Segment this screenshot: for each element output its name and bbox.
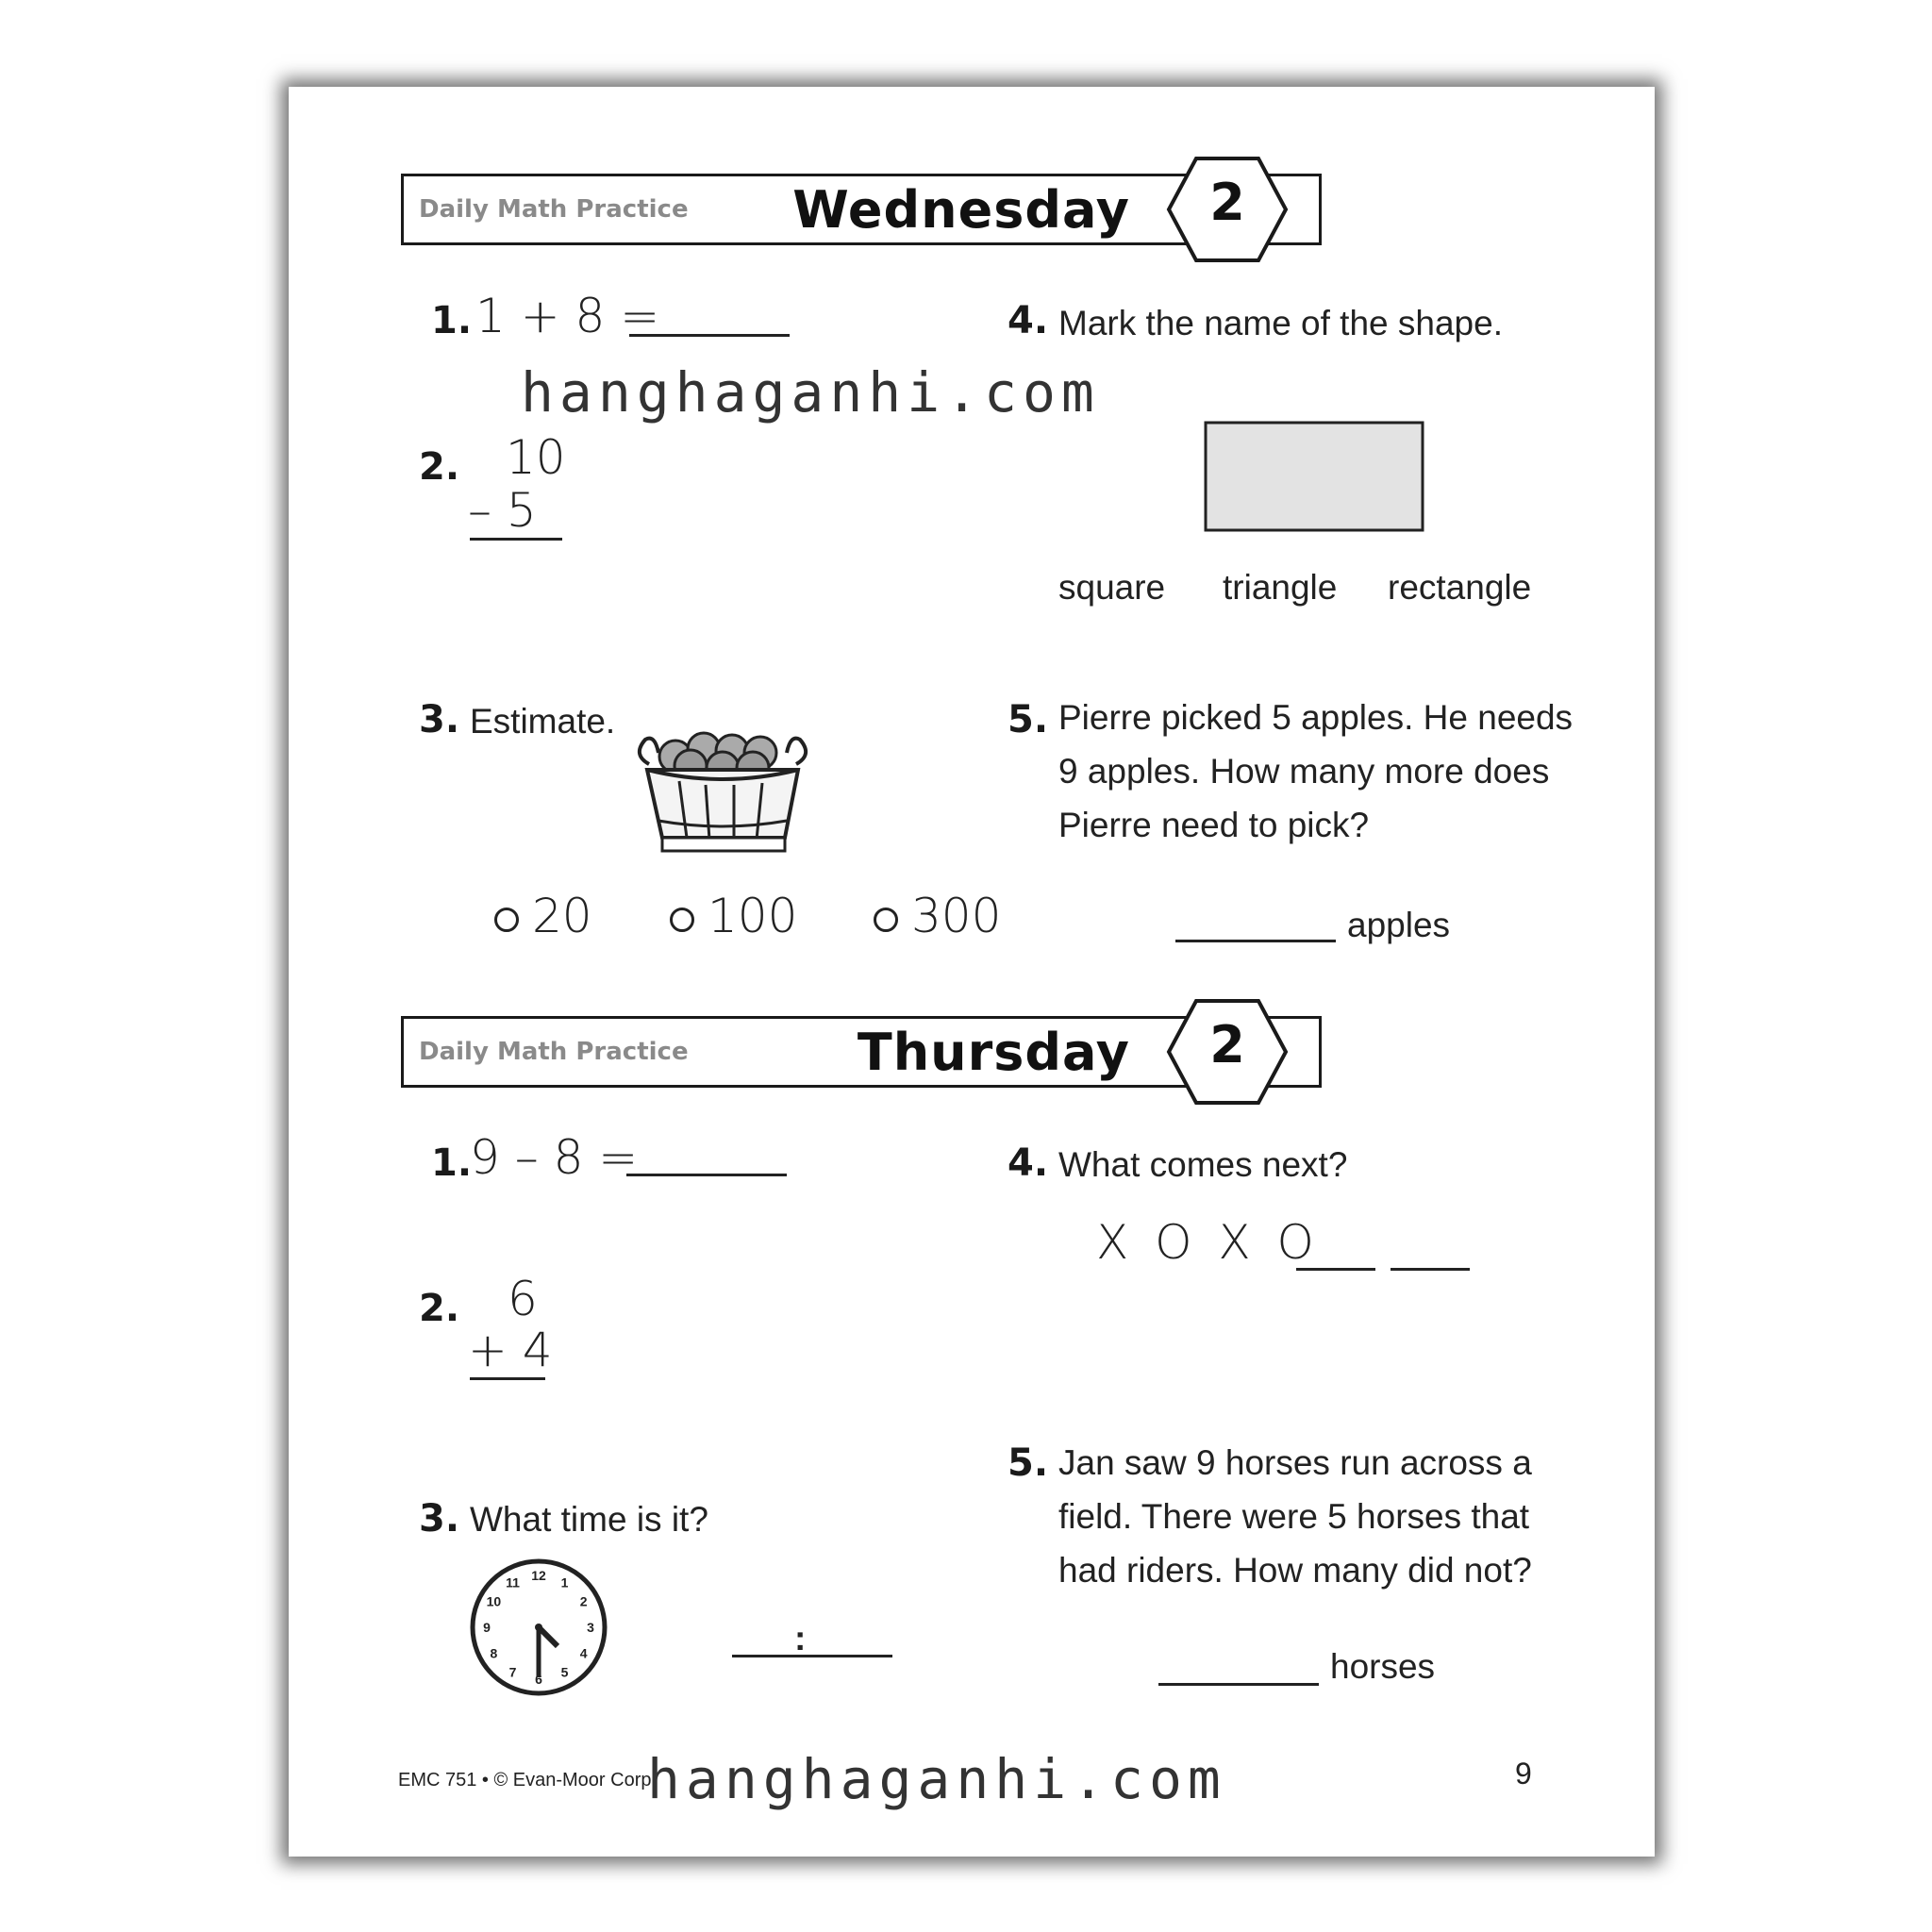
- page-number: 9: [1515, 1757, 1532, 1790]
- question-text: Mark the name of the shape.: [1058, 304, 1503, 342]
- estimate-option[interactable]: 100: [670, 889, 797, 943]
- clock-number: 7: [508, 1664, 517, 1680]
- apple-basket-icon: [630, 726, 815, 858]
- addition-top: 6: [508, 1272, 538, 1326]
- question-number: 2.: [419, 445, 460, 489]
- radio-circle-icon[interactable]: [670, 908, 694, 932]
- thursday-banner: [401, 1016, 1322, 1088]
- clock-number: 5: [560, 1664, 569, 1680]
- week-number: 2: [1209, 1015, 1245, 1074]
- answer-line: [470, 538, 562, 541]
- wednesday-banner: [401, 174, 1322, 245]
- pattern-sequence: X O X O: [1096, 1215, 1320, 1270]
- addition-expression: 1 + 8 =: [475, 289, 660, 343]
- footer-copyright: EMC 751 • © Evan-Moor Corp.: [398, 1770, 658, 1790]
- answer-unit: apples: [1347, 906, 1451, 944]
- question-number: 5.: [1008, 698, 1049, 741]
- clock-number: 11: [506, 1574, 520, 1591]
- analog-clock-icon: [468, 1557, 609, 1698]
- shape-choice[interactable]: triangle: [1223, 568, 1338, 607]
- estimate-option[interactable]: 20: [494, 889, 592, 943]
- clock-number: 10: [486, 1593, 502, 1609]
- subtraction-bottom: – 5: [468, 483, 537, 538]
- question-number: 1.: [431, 299, 473, 342]
- radio-circle-icon[interactable]: [494, 908, 519, 932]
- pattern-blank[interactable]: [1391, 1268, 1470, 1271]
- question-text: What time is it?: [470, 1500, 708, 1539]
- clock-number: 3: [587, 1620, 594, 1635]
- week-number: 2: [1209, 173, 1245, 232]
- clock-number: 9: [483, 1620, 491, 1635]
- worksheet-page: [289, 87, 1655, 1857]
- banner-day: Wednesday: [792, 180, 1130, 240]
- question-number: 4.: [1008, 1141, 1049, 1185]
- shape-choice[interactable]: square: [1058, 568, 1166, 607]
- question-number: 3.: [419, 1497, 460, 1541]
- word-problem: Pierre picked 5 apples. He needs 9 apples. How many more does Pierre need to pick?: [1058, 698, 1574, 844]
- question-number: 2.: [419, 1287, 460, 1330]
- clock-number: 8: [490, 1645, 498, 1661]
- clock-number: 2: [579, 1593, 588, 1609]
- word-problem: Jan saw 9 horses run across a field. There were 5 horses that had riders. How many did not?: [1058, 1443, 1532, 1590]
- clock-number: 1: [560, 1574, 569, 1591]
- clock-number: 4: [579, 1645, 588, 1661]
- subtraction-top: 10: [506, 430, 566, 485]
- addition-bottom: + 4: [468, 1323, 553, 1377]
- banner-subtitle: Daily Math Practice: [419, 195, 689, 224]
- watermark: hanghaganhi.com: [521, 360, 1100, 425]
- shape-choice[interactable]: rectangle: [1388, 568, 1532, 607]
- watermark: hanghaganhi.com: [647, 1747, 1226, 1811]
- answer-line[interactable]: [629, 334, 790, 337]
- question-number: 5.: [1008, 1441, 1049, 1485]
- answer-line[interactable]: [1158, 1683, 1319, 1686]
- rectangle-shape-icon: [1204, 421, 1424, 534]
- banner-day: Thursday: [857, 1023, 1130, 1082]
- answer-line[interactable]: [1175, 940, 1336, 942]
- subtraction-expression: 9 – 8 =: [470, 1130, 639, 1185]
- question-number: 3.: [419, 698, 460, 741]
- time-answer-line[interactable]: [732, 1655, 892, 1657]
- answer-line[interactable]: [626, 1174, 787, 1176]
- estimate-option[interactable]: 300: [874, 889, 1001, 943]
- question-text: Estimate.: [470, 702, 616, 741]
- pattern-blank[interactable]: [1296, 1268, 1375, 1271]
- time-colon: :: [794, 1619, 807, 1657]
- question-text: What comes next?: [1058, 1145, 1348, 1184]
- question-number: 1.: [431, 1141, 473, 1185]
- question-number: 4.: [1008, 299, 1049, 342]
- banner-subtitle: Daily Math Practice: [419, 1038, 689, 1066]
- answer-line: [470, 1377, 545, 1380]
- clock-number: 12: [531, 1568, 546, 1583]
- answer-unit: horses: [1330, 1647, 1436, 1686]
- radio-circle-icon[interactable]: [874, 908, 898, 932]
- clock-number: 6: [535, 1672, 542, 1687]
